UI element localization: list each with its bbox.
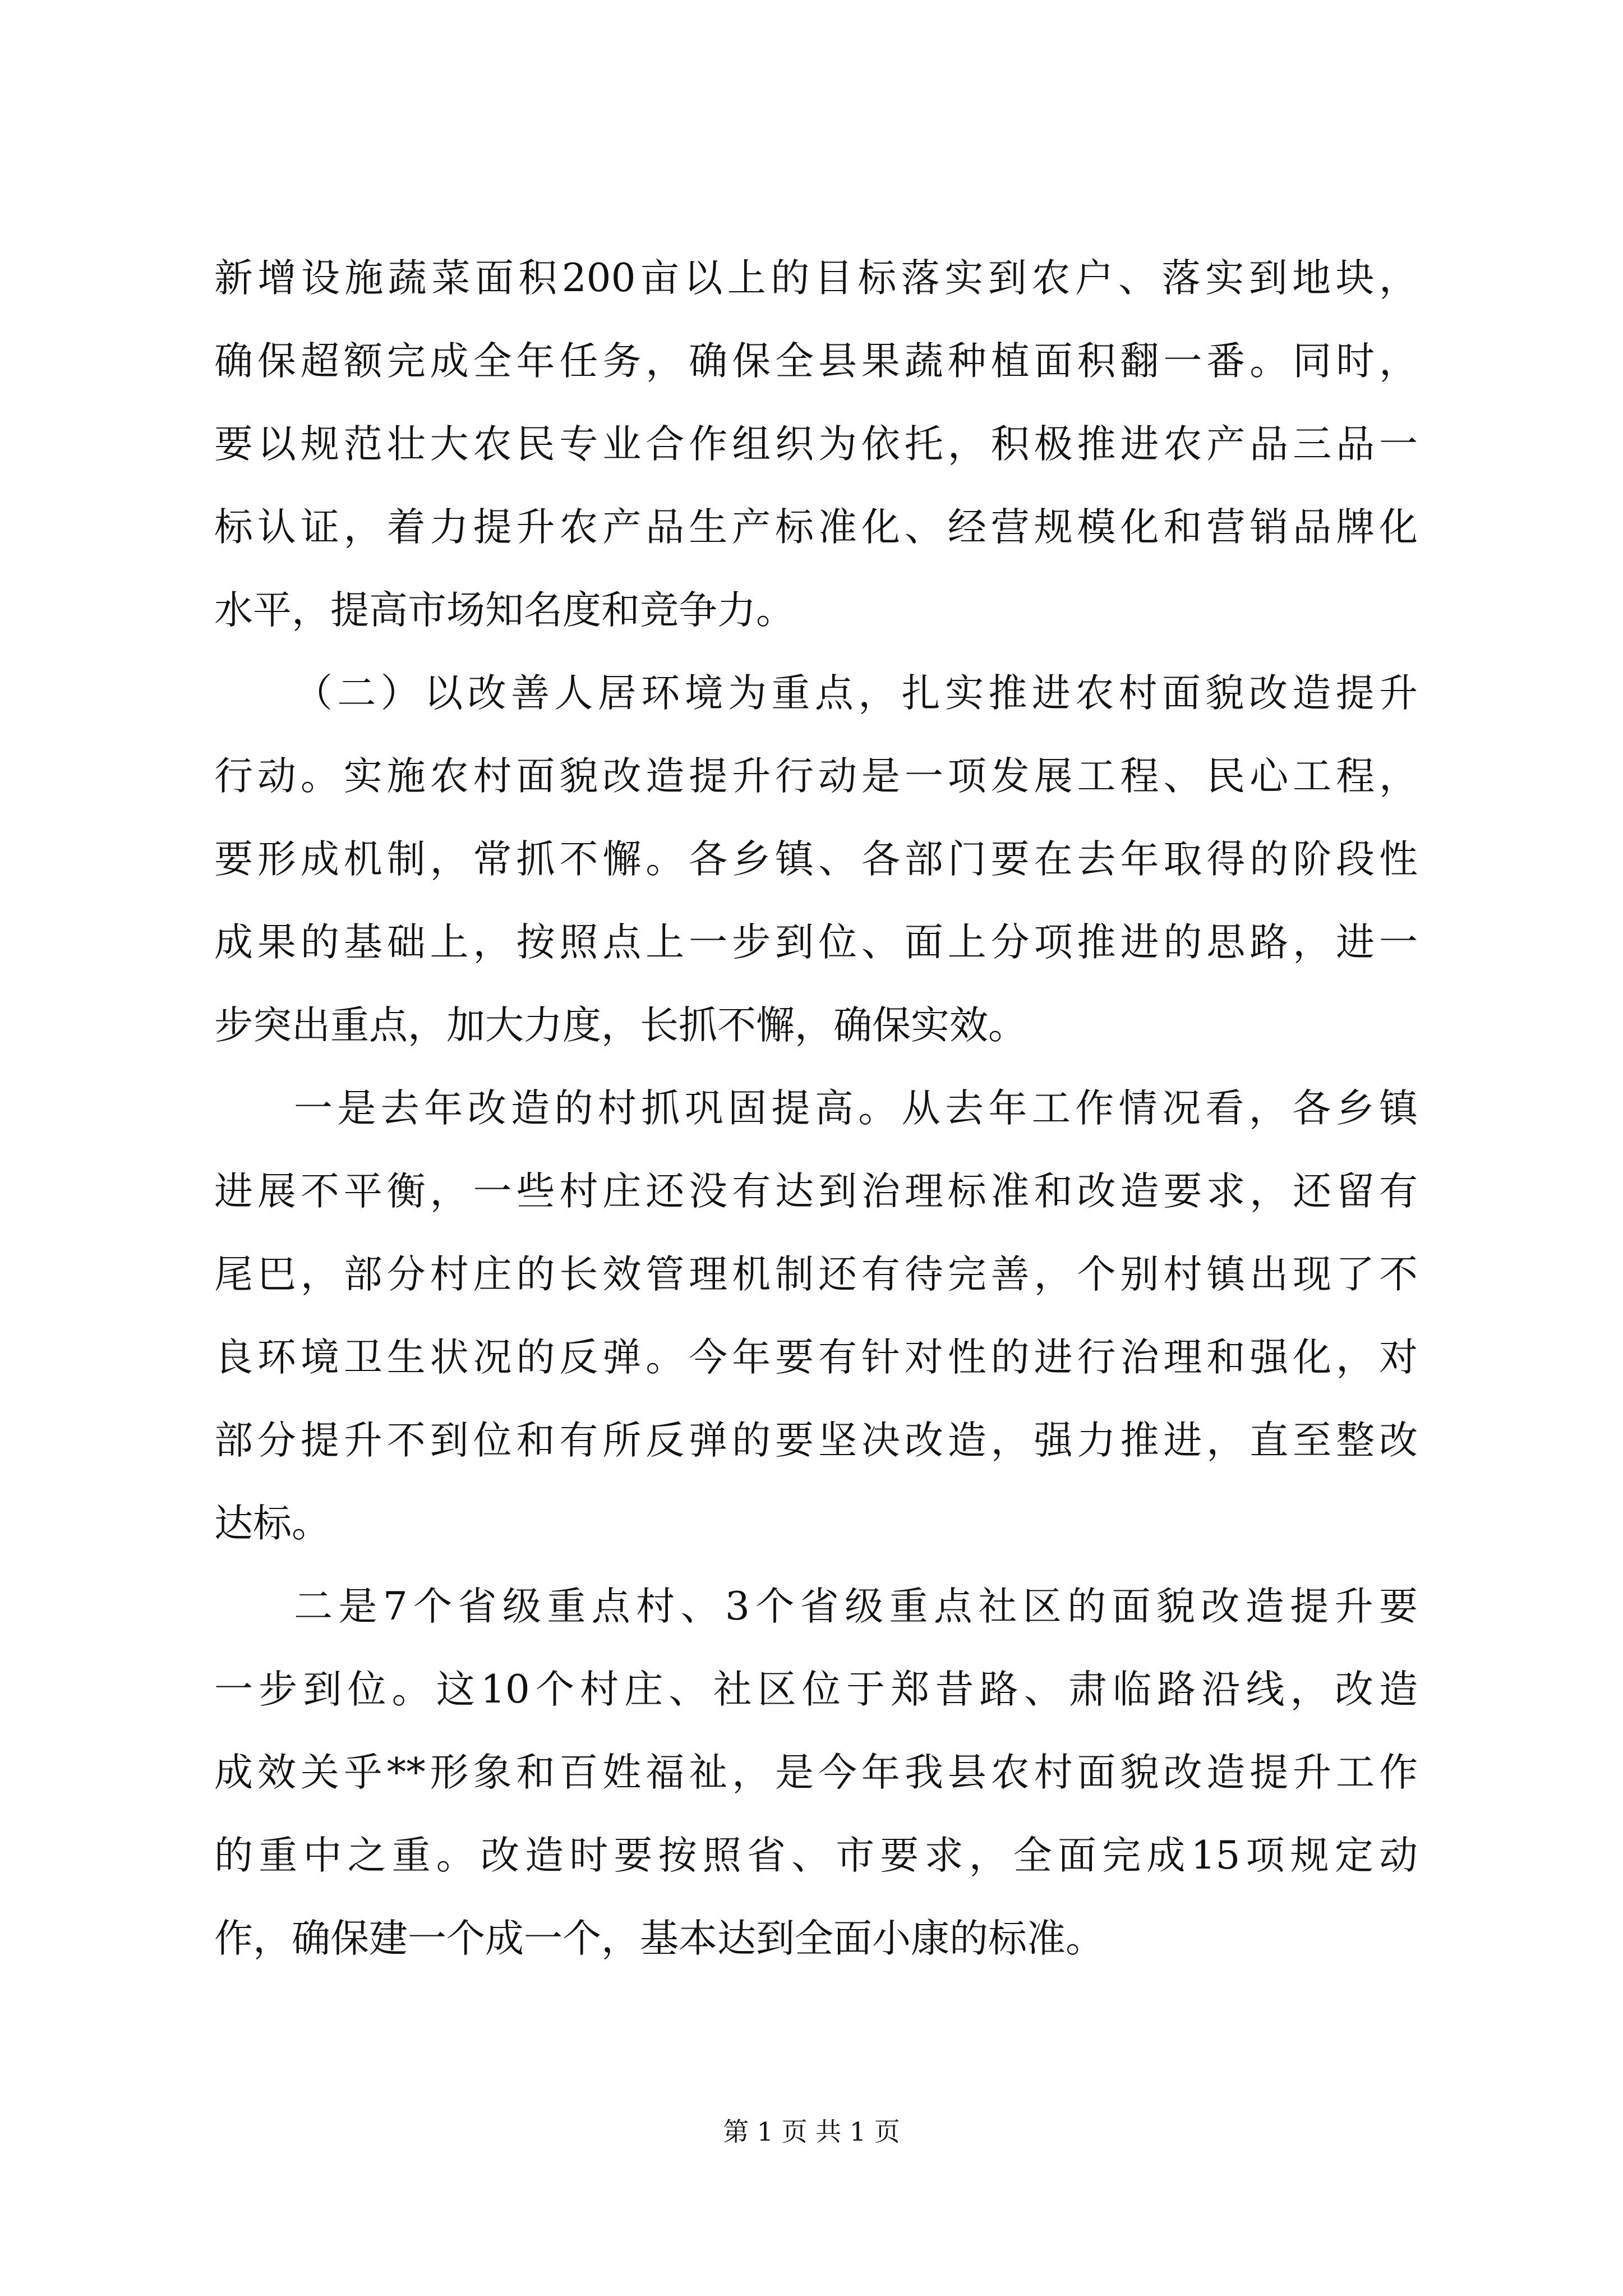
text-line: 新增设施蔬菜面积200亩以上的目标落实到农户、落实到地块，: [214, 256, 1418, 301]
text-line: 作，确保建一个成一个，基本达到全面小康的标准。: [214, 1916, 1104, 1961]
text-line: 要以规范壮大农民专业合作组织为依托，积极推进农产品三品一: [214, 422, 1418, 467]
text-line: 成效关乎**形象和百姓福祉，是今年我县农村面貌改造提升工作: [214, 1750, 1418, 1795]
text-line: 标认证，着力提升农产品生产标准化、经营规模化和营销品牌化: [214, 505, 1418, 550]
text-line: 部分提升不到位和有所反弹的要坚决改造，强力推进，直至整改: [214, 1418, 1418, 1463]
text-line: 的重中之重。改造时要按照省、市要求，全面完成15项规定动: [214, 1833, 1418, 1878]
text-line: 确保超额完成全年任务，确保全县果蔬种植面积翻一番。同时，: [214, 339, 1418, 384]
text-line: 步突出重点，加大力度，长抓不懈，确保实效。: [214, 1003, 1027, 1048]
text-line: 一是去年改造的村抓巩固提高。从去年工作情况看，各乡镇: [294, 1086, 1418, 1131]
section-heading: （二）以改善人居环境为重点，扎实推进农村面貌改造提升: [294, 671, 1418, 716]
text-line: 一步到位。这10个村庄、社区位于郑昔路、肃临路沿线，改造: [214, 1667, 1418, 1712]
text-line: 达标。: [214, 1501, 330, 1546]
page-number-footer: 第 1 页 共 1 页: [723, 2116, 900, 2147]
text-line: 水平，提高市场知名度和竞争力。: [214, 588, 795, 633]
text-line: 要形成机制，常抓不懈。各乡镇、各部门要在去年取得的阶段性: [214, 837, 1418, 882]
text-line: 成果的基础上，按照点上一步到位、面上分项推进的思路，进一: [214, 920, 1418, 965]
text-line: 行动。实施农村面貌改造提升行动是一项发展工程、民心工程，: [214, 754, 1418, 799]
text-line: 尾巴，部分村庄的长效管理机制还有待完善，个别村镇出现了不: [214, 1252, 1418, 1297]
text-line: 二是7个省级重点村、3个省级重点社区的面貌改造提升要: [294, 1584, 1418, 1629]
text-line: 良环境卫生状况的反弹。今年要有针对性的进行治理和强化，对: [214, 1335, 1418, 1380]
text-line: 进展不平衡，一些村庄还没有达到治理标准和改造要求，还留有: [214, 1169, 1418, 1214]
